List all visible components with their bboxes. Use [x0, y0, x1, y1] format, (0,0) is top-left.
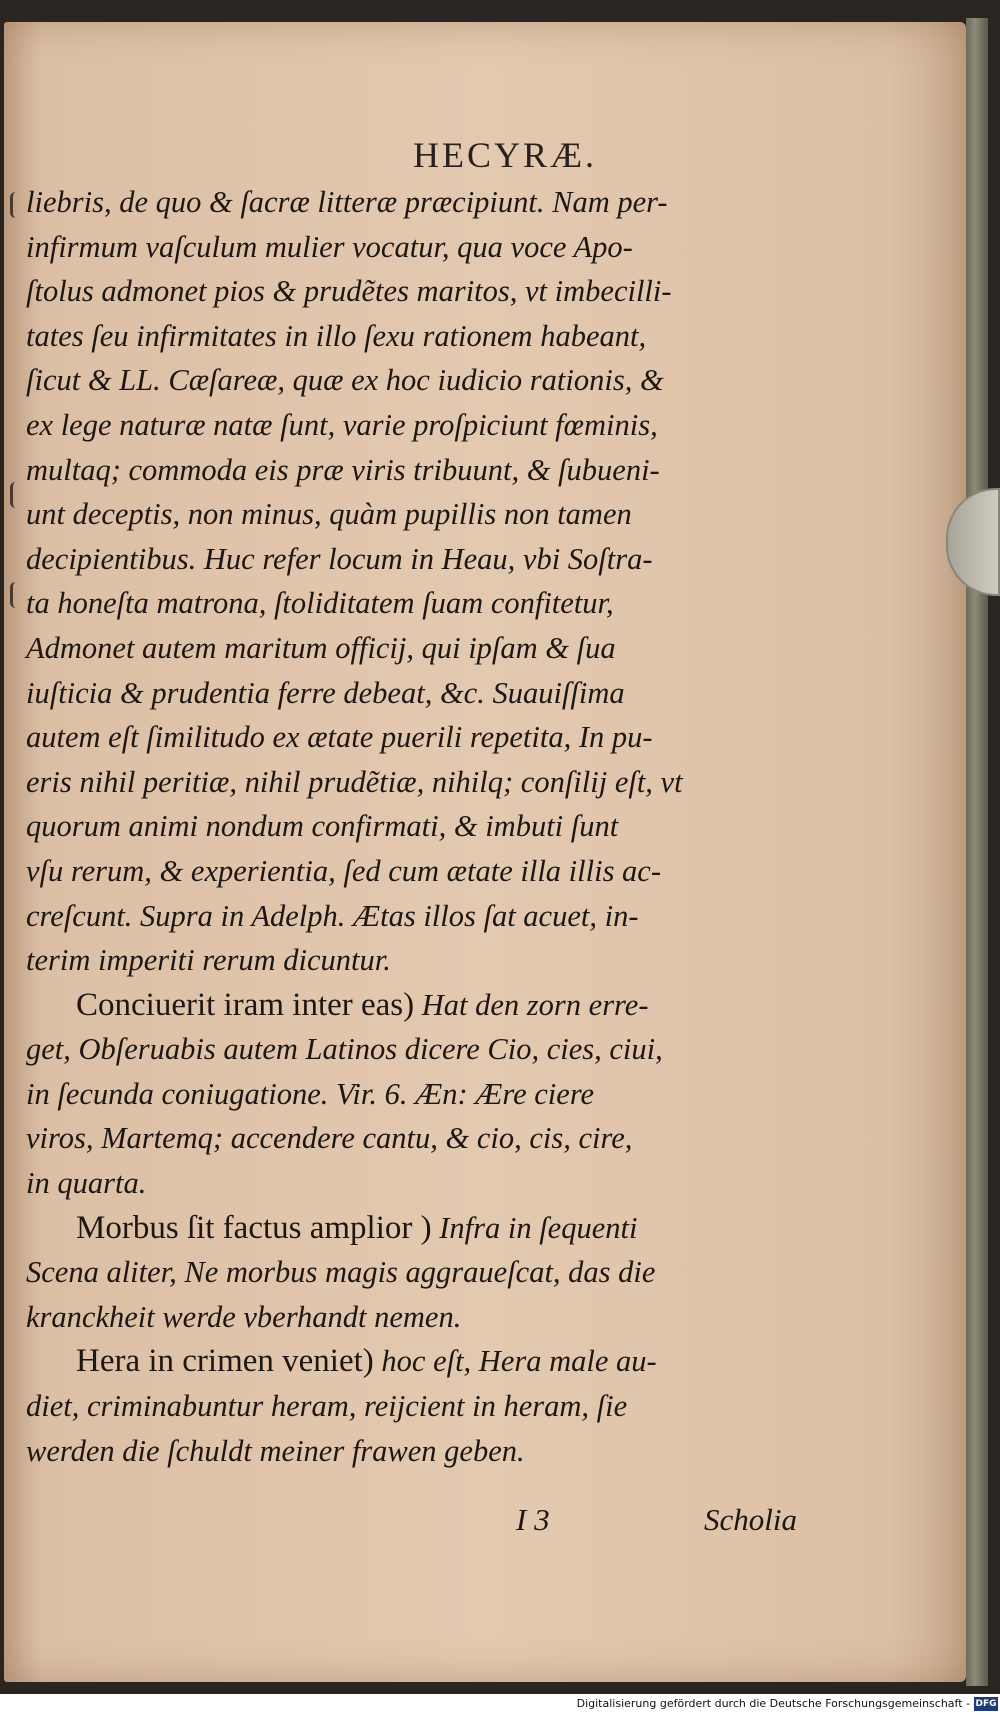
gutter-mark — [10, 482, 21, 508]
line-text: in ſecunda coniugatione. Vir. 6. Æn: Ære ciere — [26, 1076, 595, 1111]
line-text: autem eſt ſimilitudo ex ætate puerili repetita, In pu- — [26, 720, 653, 755]
line-text: vſu rerum, & experientia, ſed cum ætate illa illis ac- — [26, 853, 662, 888]
line-text: werden die ſchuldt meiner frawen geben. — [26, 1433, 525, 1468]
text-line — [26, 180, 816, 225]
text-line — [26, 492, 816, 537]
credit-text: Digitalisierung gefördert durch die Deutsche Forschungsgemeinschaft - — [576, 1697, 970, 1710]
line-text: get, Obſeruabis autem Latinos dicere Cio, cies, ciui, — [26, 1032, 663, 1067]
text-line — [26, 1027, 816, 1072]
text-line — [26, 1116, 816, 1161]
lemma: Hera in crimen veniet) — [76, 1343, 374, 1380]
line-text: tates ſeu infirmitates in illo ſexu rationem habeant, — [26, 318, 647, 353]
text-line — [26, 760, 816, 805]
line-text: Infra in ſequenti — [431, 1210, 638, 1245]
signature-mark: I 3 — [516, 1502, 550, 1537]
line-text: eris nihil peritiæ, nihil prudẽtiæ, nihilq; conſilij eſt, vt — [26, 764, 683, 799]
text-line — [26, 626, 816, 671]
catchword: Scholia — [704, 1502, 797, 1537]
lemma: Conciuerit iram inter eas) — [76, 986, 415, 1023]
line-text: quorum animi nondum confirmati, & imbuti ſunt — [26, 809, 619, 844]
text-line — [26, 314, 816, 359]
line-text: ſicut & LL. Cæſareæ, quæ ex hoc iudicio rationis, & — [26, 363, 664, 398]
text-line — [26, 1384, 816, 1429]
page-text — [26, 180, 816, 1473]
text-line — [26, 1250, 816, 1295]
line-text: ta honeſta matrona, ſtoliditatem ſuam confitetur, — [26, 586, 614, 621]
line-text: unt deceptis, non minus, quàm pupillis non tamen — [26, 497, 632, 532]
lemma: Morbus ſit factus amplior ) — [76, 1209, 432, 1246]
line-text: in quarta. — [26, 1166, 147, 1201]
line-text: Admonet autem maritum officij, qui ipſam & ſua — [26, 630, 616, 665]
text-line — [26, 1161, 816, 1206]
credit-bar — [0, 1694, 1000, 1718]
book-page — [4, 22, 966, 1682]
text-line — [26, 849, 816, 894]
line-text: ſtolus admonet pios & prudẽtes maritos, vt imbecilli- — [26, 274, 672, 309]
text-line — [26, 671, 816, 716]
text-line — [26, 894, 816, 939]
running-head: HECYRÆ. — [412, 135, 598, 175]
text-line — [26, 715, 816, 760]
line-text: creſcunt. Supra in Adelph. Ætas illos ſat acuet, in- — [26, 898, 639, 933]
text-line — [26, 403, 816, 448]
text-line — [26, 983, 816, 1028]
line-text: infirmum vaſculum mulier vocatur, qua voce Apo- — [26, 229, 633, 264]
dfg-logo: DFG — [975, 1699, 997, 1709]
line-text: ex lege naturæ natæ ſunt, varie proſpiciunt fœminis, — [26, 407, 658, 442]
text-line — [26, 225, 816, 270]
text-line — [26, 537, 816, 582]
text-line — [26, 938, 816, 983]
text-line — [26, 1295, 816, 1340]
gutter-mark — [10, 582, 21, 608]
text-line — [26, 1429, 816, 1474]
text-line — [26, 581, 816, 626]
text-line — [26, 1072, 816, 1117]
book-fore-edge — [966, 18, 988, 1686]
gutter-mark — [10, 192, 21, 218]
line-text: multaq; commoda eis præ viris tribuunt, & ſubueni- — [26, 452, 660, 487]
line-text: terim imperiti rerum dicuntur. — [26, 943, 391, 978]
line-text: kranckheit werde vberhandt nemen. — [26, 1299, 462, 1334]
text-line — [26, 1206, 816, 1251]
line-text: hoc eſt, Hera male au- — [373, 1344, 657, 1379]
line-text: liebris, de quo & ſacræ litteræ præcipiunt. Nam per- — [26, 185, 668, 219]
line-text: iuſticia & prudentia ferre debeat, &c. Suauiſſima — [26, 675, 625, 710]
text-line — [26, 358, 816, 403]
text-line — [26, 804, 816, 849]
text-line — [26, 448, 816, 493]
line-text: viros, Martemq; accendere cantu, & cio, cis, cire, — [26, 1121, 633, 1156]
line-text: decipientibus. Huc refer locum in Heau, vbi Soſtra- — [26, 541, 653, 576]
line-text: diet, criminabuntur heram, reijcient in heram, ſie — [26, 1389, 628, 1424]
line-text: Hat den zorn erre- — [414, 987, 649, 1022]
text-line — [26, 1339, 816, 1384]
line-text: Scena aliter, Ne morbus magis aggraueſcat, das die — [26, 1255, 656, 1290]
text-line — [26, 269, 816, 314]
